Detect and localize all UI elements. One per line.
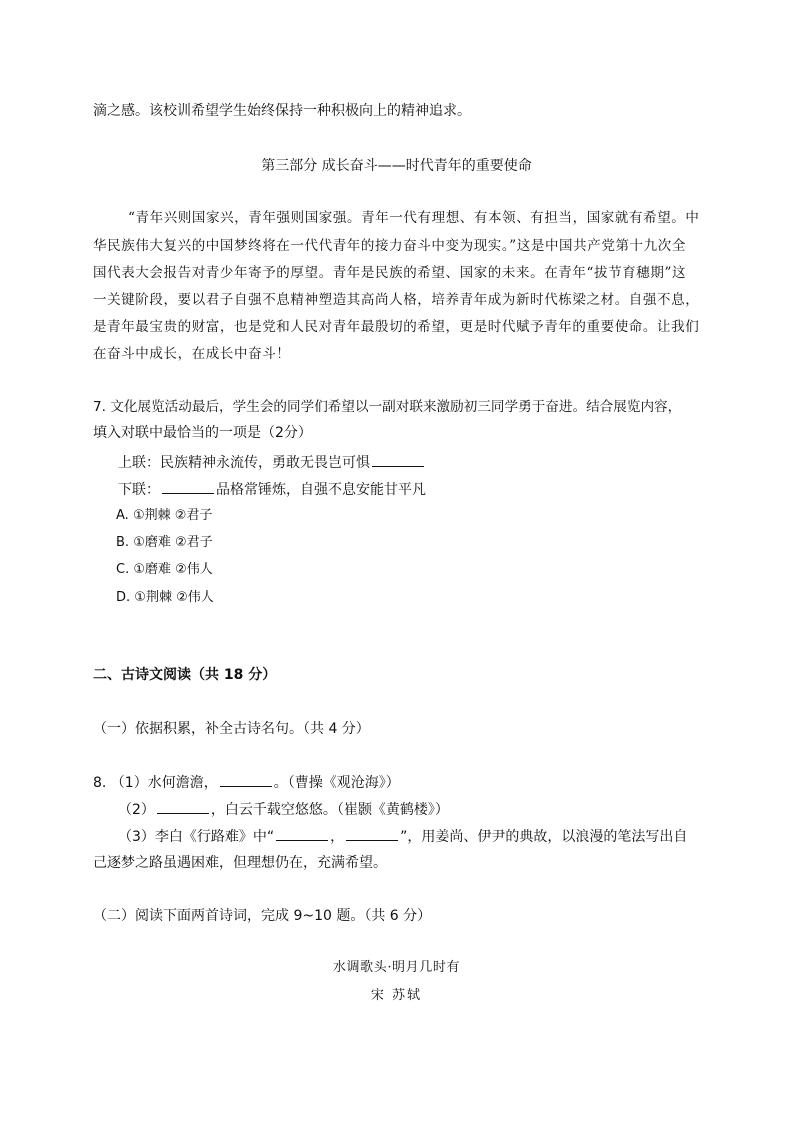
option-text: ①荆棘 ②君子 [132, 508, 213, 523]
answer-blank[interactable] [372, 452, 424, 467]
sub2-title: （二）阅读下面两首诗词，完成 9~10 题。（共 6 分） [93, 908, 432, 924]
q8-line4: 己逐梦之路虽遇困难，但理想仍在，充满希望。 [93, 855, 387, 871]
answer-blank[interactable] [346, 826, 398, 841]
q8-text: 8. （1）水何澹澹， [93, 775, 218, 791]
option-text: ①荆棘 ②伟人 [134, 590, 214, 605]
q8-text: 。（曹操《观沧海》） [273, 775, 400, 791]
passage-line: “青年兴则国家兴，青年强则国家强。青年一代有理想、有本领、有担当，国家就有希望。中 [128, 210, 700, 226]
option-letter: D. [116, 590, 131, 605]
poem-title: 水调歌头·明月几时有 [332, 960, 461, 975]
q8-text: （2） [118, 802, 155, 818]
answer-blank[interactable] [220, 772, 272, 787]
option-text: ①磨难 ②君子 [133, 535, 213, 550]
lower-couplet-text: 品格常锤炼，自强不息安能甘平凡 [216, 482, 426, 498]
passage-line: 是青年最宝贵的财富，也是党和人民对青年最殷切的希望，更是时代赋予青年的重要使命。让我们 [93, 319, 700, 335]
lower-couplet [118, 479, 426, 500]
passage-line: 国代表大会报告对青少年寄予的厚望。青年是民族的希望、国家的未来。在青年“拔节育穗期”这 [93, 265, 687, 281]
answer-blank[interactable] [157, 799, 209, 814]
passage-line: 华民族伟大复兴的中国梦终将在一代代青年的接力奋斗中变为现实。”这是中国共产党第十九次全 [93, 238, 686, 254]
option-d[interactable] [116, 588, 214, 608]
q8-text: ，白云千载空悠悠。（崔颢《黄鹤楼》） [210, 802, 449, 818]
passage-line: 一关键阶段，要以君子自强不息精神塑造其高尚人格，培养青年成为新时代栋梁之材。自强不息， [93, 292, 700, 308]
q8-text: ， [330, 829, 345, 845]
q8-line3 [118, 826, 687, 847]
option-letter: B. [116, 535, 130, 550]
option-b[interactable] [116, 533, 213, 553]
option-c[interactable] [116, 560, 213, 580]
poem-author: 宋 苏轼 [370, 988, 423, 1003]
q8-text: ”，用姜尚、伊尹的典故，以浪漫的笔法写出自 [400, 829, 688, 845]
intro-tail-text: 滴之感。该校训希望学生始终保持一种积极向上的精神追求。 [93, 103, 471, 119]
q7-stem-line1: 7. 文化展览活动最后，学生会的同学们希望以一副对联来激励初三同学勇于奋进。结合展览内容， [93, 399, 682, 415]
answer-blank[interactable] [162, 479, 214, 494]
option-letter: A. [116, 508, 129, 523]
upper-couplet-text: 上联：民族精神永流传，勇敢无畏岂可惧 [118, 455, 370, 471]
answer-blank[interactable] [276, 826, 328, 841]
part3-title: 第三部分 成长奋斗——时代青年的重要使命 [261, 158, 532, 174]
option-a[interactable] [116, 506, 212, 526]
q8-line1 [93, 772, 400, 793]
q8-text: （3）李白《行路难》中“ [118, 829, 275, 845]
option-text: ①磨难 ②伟人 [133, 562, 213, 577]
option-letter: C. [116, 562, 130, 577]
lower-couplet-label: 下联： [118, 482, 160, 498]
sub1-title: （一）依据积累，补全古诗名句。（共 4 分） [93, 721, 370, 737]
q8-line2 [118, 799, 449, 820]
passage-line: 在奋斗中成长，在成长中奋斗！ [93, 346, 291, 362]
q7-stem-line2: 填入对联中最恰当的一项是（2分） [93, 425, 312, 441]
upper-couplet [118, 452, 426, 473]
section2-title: 二、古诗文阅读（共 18 分） [93, 667, 277, 683]
